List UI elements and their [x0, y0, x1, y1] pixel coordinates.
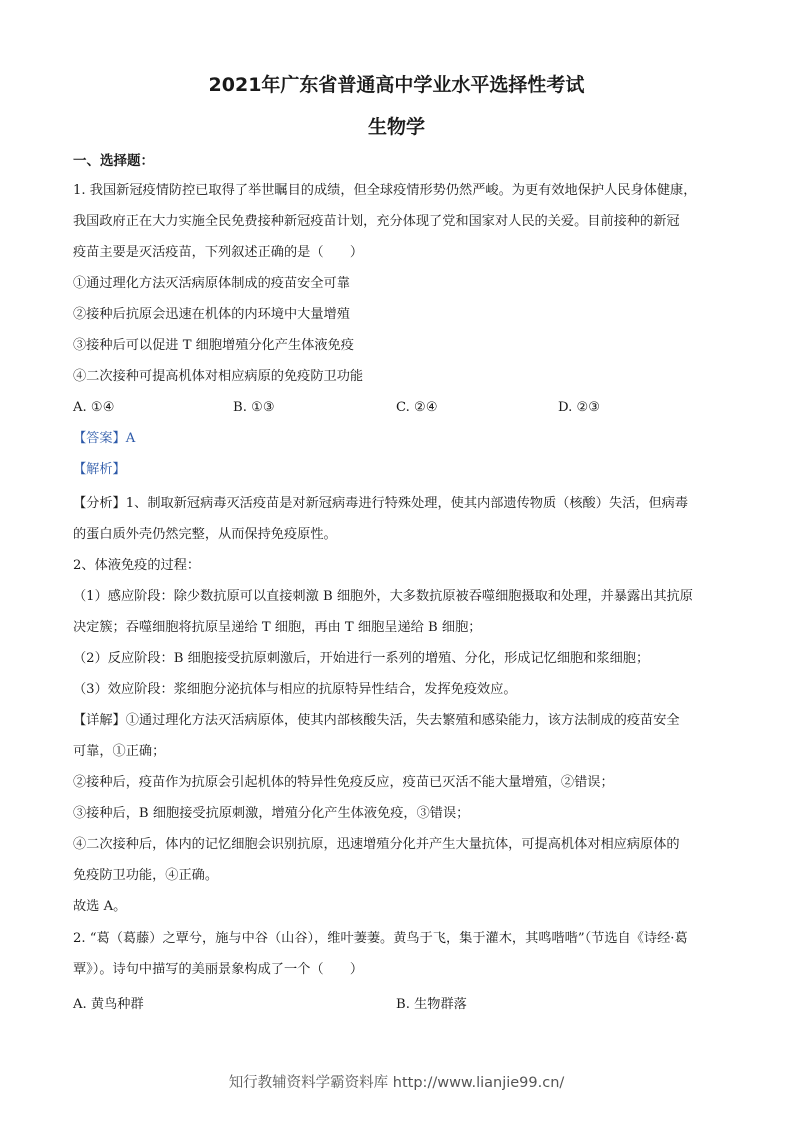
detail-line: 【详解】①通过理化方法灭活病原体，使其内部核酸失活，失去繁殖和感染能力，该方法制成的疫苗安全 [73, 713, 680, 728]
option-c: C. ②④ [396, 400, 438, 415]
analysis-line: 决定簇；吞噬细胞将抗原呈递给 T 细胞，再由 T 细胞呈递给 B 细胞； [73, 620, 482, 635]
option-a: A. ①④ [73, 400, 115, 415]
option-b: B. ①③ [233, 400, 275, 415]
footer-watermark: 知行教辅资料学霸资料库 http://www.lianjie99.cn/ [228, 1075, 565, 1091]
analysis-line: 的蛋白质外壳仍然完整，从而保持免疫原性。 [73, 527, 337, 542]
question-2-line: 覃》）。诗句中描写的美丽景象构成了一个（ ） [73, 962, 364, 977]
analysis-line: （1）感应阶段：除少数抗原可以直接刺激 B 细胞外，大多数抗原被吞噬细胞摄取和处理，并暴露出其抗原 [73, 589, 693, 604]
detail-line: 可靠，①正确； [73, 744, 166, 759]
q2-option-a: A. 黄鸟种群 [73, 997, 144, 1012]
question-2-line: 2. “葛（葛藤）之覃兮，施与中谷（山谷），维叶萋萋。黄鸟于飞，集于灌木，其鸣喈喈”（节选自《诗经·葛 [73, 931, 688, 946]
option-d: D. ②③ [558, 400, 601, 415]
section-heading: 一、选择题： [73, 153, 154, 169]
detail-line: ④二次接种后，体内的记忆细胞会识别抗原，迅速增殖分化并产生大量抗体，可提高机体对相应病原体的 [73, 837, 680, 852]
analysis-label: 【解析】 [73, 462, 126, 477]
analysis-line: （2）反应阶段：B 细胞接受抗原刺激后，开始进行一系列的增殖、分化，形成记忆细胞和浆细胞； [73, 651, 650, 666]
question-1-line: 疫苗主要是灭活疫苗，下列叙述正确的是（ ） [73, 245, 364, 260]
conclusion-line: 故选 A。 [73, 899, 127, 914]
document-title: 2021年广东省普通高中学业水平选择性考试 [208, 74, 585, 96]
detail-line: ②接种后，疫苗作为抗原会引起机体的特异性免疫反应，疫苗已灭活不能大量增殖，②错误； [73, 775, 614, 790]
question-1-line: 我国政府正在大力实施全民免费接种新冠疫苗计划，充分体现了党和国家对人民的关爱。目前接种的新冠 [73, 214, 680, 229]
statement-4: ④二次接种可提高机体对相应病原的免疫防卫功能 [73, 369, 364, 384]
analysis-line: （3）效应阶段：浆细胞分泌抗体与相应的抗原特异性结合，发挥免疫效应。 [73, 682, 517, 697]
answer-label: 【答案】A [73, 431, 136, 446]
statement-2: ②接种后抗原会迅速在机体的内环境中大量增殖 [73, 307, 350, 322]
detail-line: ③接种后，B 细胞接受抗原刺激，增殖分化产生体液免疫，③错误； [73, 806, 470, 821]
analysis-line: 2、体液免疫的过程： [73, 558, 201, 573]
q2-option-b: B. 生物群落 [396, 997, 467, 1012]
statement-1: ①通过理化方法灭活病原体制成的疫苗安全可靠 [73, 276, 350, 291]
detail-line: 免疫防卫功能，④正确。 [73, 868, 219, 883]
statement-3: ③接种后可以促进 T 细胞增殖分化产生体液免疫 [73, 338, 354, 353]
document-subtitle: 生物学 [367, 116, 425, 138]
question-1-line: 1. 我国新冠疫情防控已取得了举世瞩目的成绩，但全球疫情形势仍然严峻。为更有效地保护人民身体健康， [73, 183, 697, 198]
analysis-line: 【分析】1、制取新冠病毒灭活疫苗是对新冠病毒进行特殊处理，使其内部遗传物质（核酸）失活，但病毒 [73, 496, 689, 511]
